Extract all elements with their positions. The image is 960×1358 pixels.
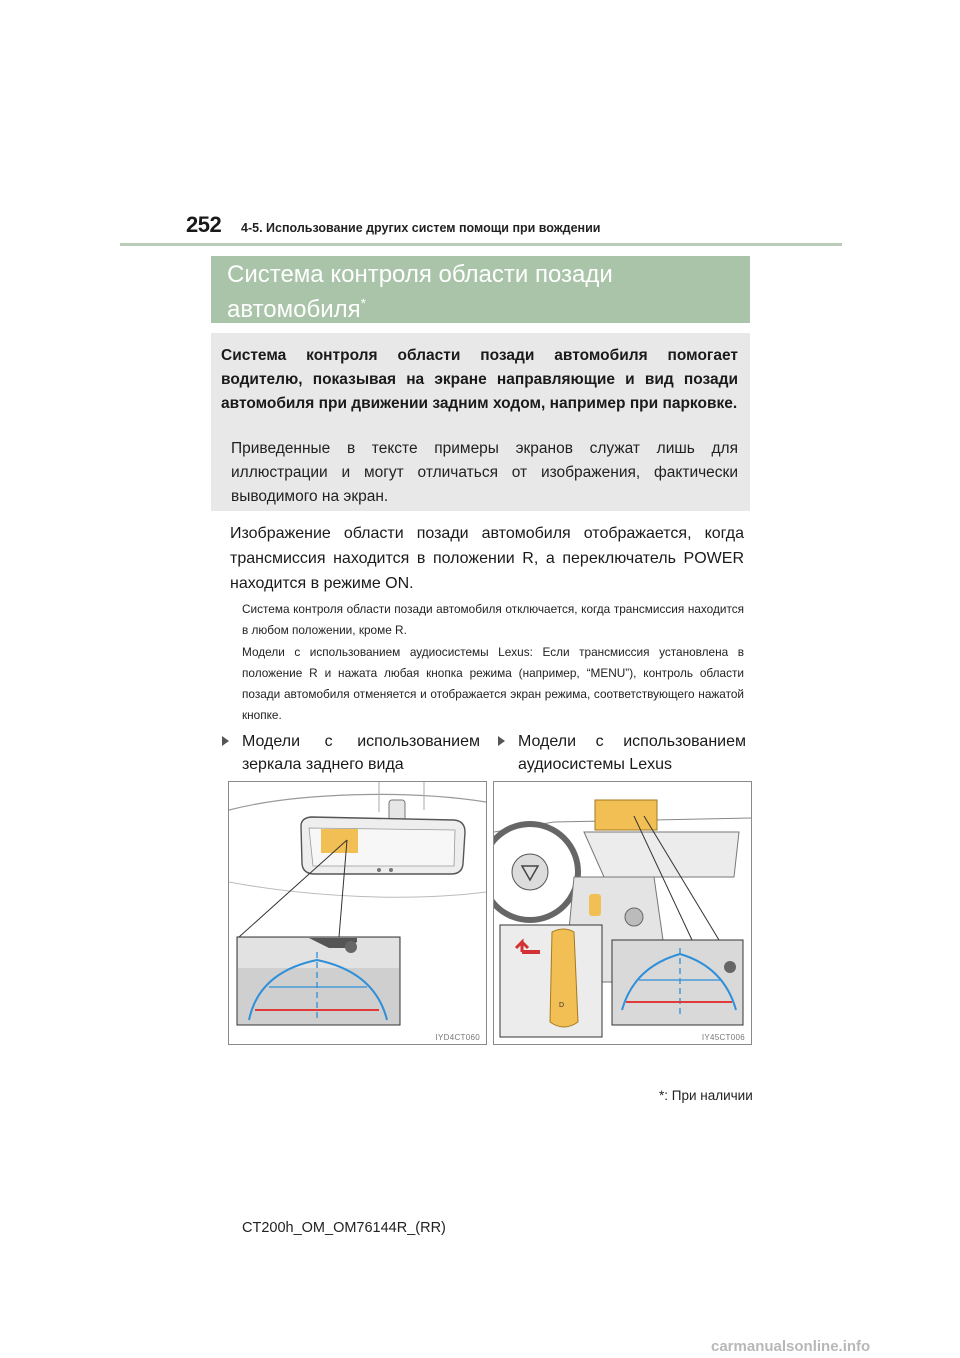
intro-box: [211, 333, 750, 511]
note-paragraph-1: Система контроля области позади автомобиля отключается, когда трансмиссия находится в любом положении, кроме R.: [242, 602, 744, 637]
section-title: 4-5. Использование других систем помощи при вождении: [241, 221, 601, 235]
title-asterisk: *: [360, 295, 367, 311]
triangle-bullet-icon: [498, 736, 505, 746]
note-paragraph-2: Модели с использованием аудиосистемы Lexus: Если трансмиссия установлена в положение R и нажата любая кнопка режима (например, “MENU”), контроль области позади автомобиля отменяется и отображается экран режима, соответствующего нажатой кнопке.: [242, 645, 744, 722]
figure-code-right: IY45CT006: [701, 1033, 745, 1042]
rearview-mirror-illustration: [229, 782, 486, 1044]
dashboard-illustration: [494, 782, 751, 1044]
intro-summary: Система контроля области позади автомобиля помогает водителю, показывая на экране направляющие и вид позади автомобиля при движении задним ходом, например при парковке.: [221, 347, 738, 412]
figure-code-left: IYD4CT060: [435, 1033, 480, 1042]
figure-lexus-display: [493, 781, 752, 1045]
subhead-audio-models: [498, 730, 746, 776]
intro-note: Приведенные в тексте примеры экранов служат лишь для иллюстрации и могут отличаться от изображения, фактически выводимого на экран.: [231, 440, 738, 505]
watermark: carmanualsonline.info: [711, 1338, 871, 1355]
subhead-mirror-models: [222, 730, 480, 776]
triangle-bullet-icon: [222, 736, 229, 746]
page-title-text: Система контроля области позади автомобиля: [227, 261, 613, 323]
figure-rearview-mirror: [228, 781, 487, 1045]
page-number: 252: [186, 212, 222, 237]
title-banner: [211, 256, 750, 323]
footnote: *: При наличии: [659, 1088, 753, 1103]
body-paragraph: Изображение области позади автомобиля отображается, когда трансмиссия находится в положении R, а переключатель POWER находится в режиме ON.: [230, 525, 744, 592]
subhead-mirror-text: Модели с использованием зеркала заднего вида: [242, 733, 480, 773]
svg-text:D: D: [559, 1002, 565, 1009]
page-title: [227, 260, 647, 324]
manual-code: CT200h_OM_OM76144R_(RR): [242, 1220, 446, 1236]
header-divider: [120, 243, 842, 246]
subhead-audio-text: Модели с использованием аудиосистемы Lexus: [518, 733, 746, 773]
